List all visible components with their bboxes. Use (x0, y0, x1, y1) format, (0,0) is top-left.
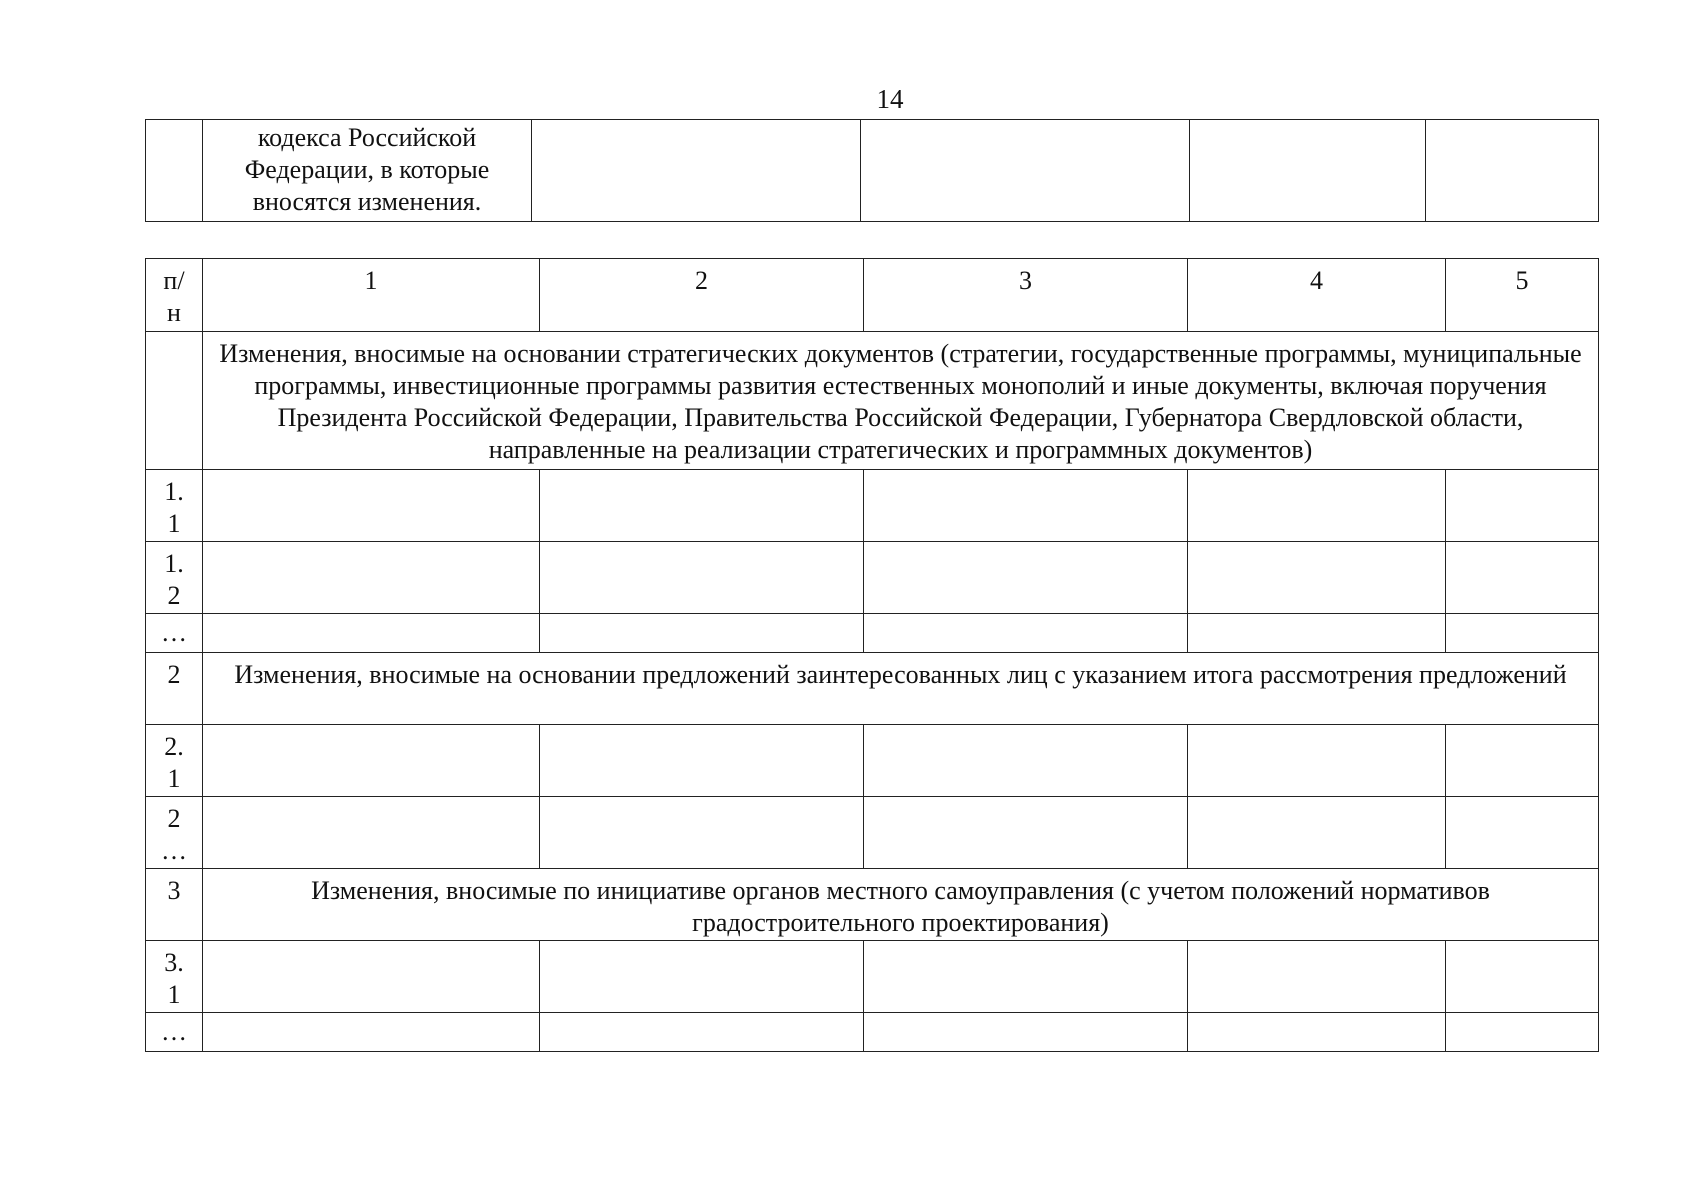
table-cell (203, 542, 540, 614)
table-row (146, 1013, 1599, 1052)
table-cell (1190, 120, 1426, 222)
section-row (146, 332, 1599, 470)
column-header: 1 (203, 259, 540, 332)
table-cell (203, 120, 532, 222)
table-cell (1446, 614, 1599, 653)
table-row (146, 941, 1599, 1013)
row-number-line: … (161, 836, 187, 865)
section-title: Изменения, вносимые по инициативе органов местного самоуправления (с учетом положений нормативов градостроительного проектирования) (203, 869, 1599, 941)
table-cell (203, 725, 540, 797)
section-row (146, 653, 1599, 725)
table-cell (864, 542, 1188, 614)
table-cell (540, 797, 864, 869)
row-number-line: 2. (164, 732, 184, 761)
row-number (146, 470, 203, 542)
table-cell (1188, 614, 1446, 653)
row-number-line: 2 (167, 804, 181, 833)
table-cell (540, 941, 864, 1013)
section-row (146, 869, 1599, 941)
row-number-line: 1 (167, 764, 181, 793)
section-num-cell (146, 332, 203, 470)
continuation-table (145, 119, 1599, 222)
table-cell (540, 470, 864, 542)
row-number: … (146, 614, 203, 653)
table-cell (861, 120, 1190, 222)
row-number (146, 725, 203, 797)
header-row (146, 259, 1599, 332)
table-cell (1188, 725, 1446, 797)
row-number (146, 797, 203, 869)
table-row (146, 725, 1599, 797)
table-cell (146, 120, 203, 222)
row-number-line: 2 (167, 581, 181, 610)
section-num-cell: 3 (146, 869, 203, 941)
table-cell (540, 725, 864, 797)
column-header: 4 (1188, 259, 1446, 332)
table-cell (1446, 941, 1599, 1013)
column-header: 3 (864, 259, 1188, 332)
row-number-line: 1 (167, 980, 181, 1009)
changes-table (145, 258, 1599, 1052)
row-number (146, 542, 203, 614)
table-cell (864, 941, 1188, 1013)
table-cell (540, 614, 864, 653)
row-number-line: 1. (164, 549, 184, 578)
header-num-cell (146, 259, 203, 332)
table-cell (532, 120, 861, 222)
table-row (146, 542, 1599, 614)
table-cell (540, 542, 864, 614)
page-number: 14 (876, 84, 904, 114)
table-row (146, 120, 1599, 222)
column-header: 5 (1446, 259, 1599, 332)
header-num-line: н (167, 298, 181, 327)
row-number: … (146, 1013, 203, 1052)
table-cell (203, 614, 540, 653)
table-cell (864, 725, 1188, 797)
row-number-line: 3. (164, 948, 184, 977)
cell-text-line: Федерации, в которые (244, 155, 490, 184)
table-cell (864, 1013, 1188, 1052)
table-cell (1188, 470, 1446, 542)
table-cell (1426, 120, 1599, 222)
section-title: Изменения, вносимые на основании стратегических документов (стратегии, государственные программы, муниципальные программы, инвестиционные программы развития естественных монополий и иные документы, включая поручения Президента Российской Федерации, Правительства Российской Федерации, Губернатора Свердловской области, направленные на реализации стратегических и программных документов) (203, 332, 1599, 470)
row-number-line: 1 (167, 509, 181, 538)
table-row (146, 614, 1599, 653)
table-cell (1188, 542, 1446, 614)
table-cell (1446, 797, 1599, 869)
table-cell (203, 1013, 540, 1052)
table-cell (864, 470, 1188, 542)
table-cell (1188, 797, 1446, 869)
table-cell (1446, 542, 1599, 614)
section-title: Изменения, вносимые на основании предложений заинтересованных лиц с указанием итога рассмотрения предложений (203, 653, 1599, 725)
table-cell (1188, 941, 1446, 1013)
table-cell (864, 797, 1188, 869)
table-cell (203, 797, 540, 869)
row-number (146, 941, 203, 1013)
table-cell (1188, 1013, 1446, 1052)
table-row (146, 797, 1599, 869)
row-number-line: 1. (164, 477, 184, 506)
table-cell (540, 1013, 864, 1052)
table-row (146, 470, 1599, 542)
header-num-line: п/ (163, 266, 185, 295)
table-cell (1446, 1013, 1599, 1052)
table-cell (864, 614, 1188, 653)
table-cell (203, 470, 540, 542)
table-cell (1446, 470, 1599, 542)
table-cell (203, 941, 540, 1013)
column-header: 2 (540, 259, 864, 332)
cell-text-line: вносятся изменения. (252, 187, 482, 216)
table-cell (1446, 725, 1599, 797)
section-num-cell: 2 (146, 653, 203, 725)
cell-text-line: кодекса Российской (257, 123, 477, 152)
